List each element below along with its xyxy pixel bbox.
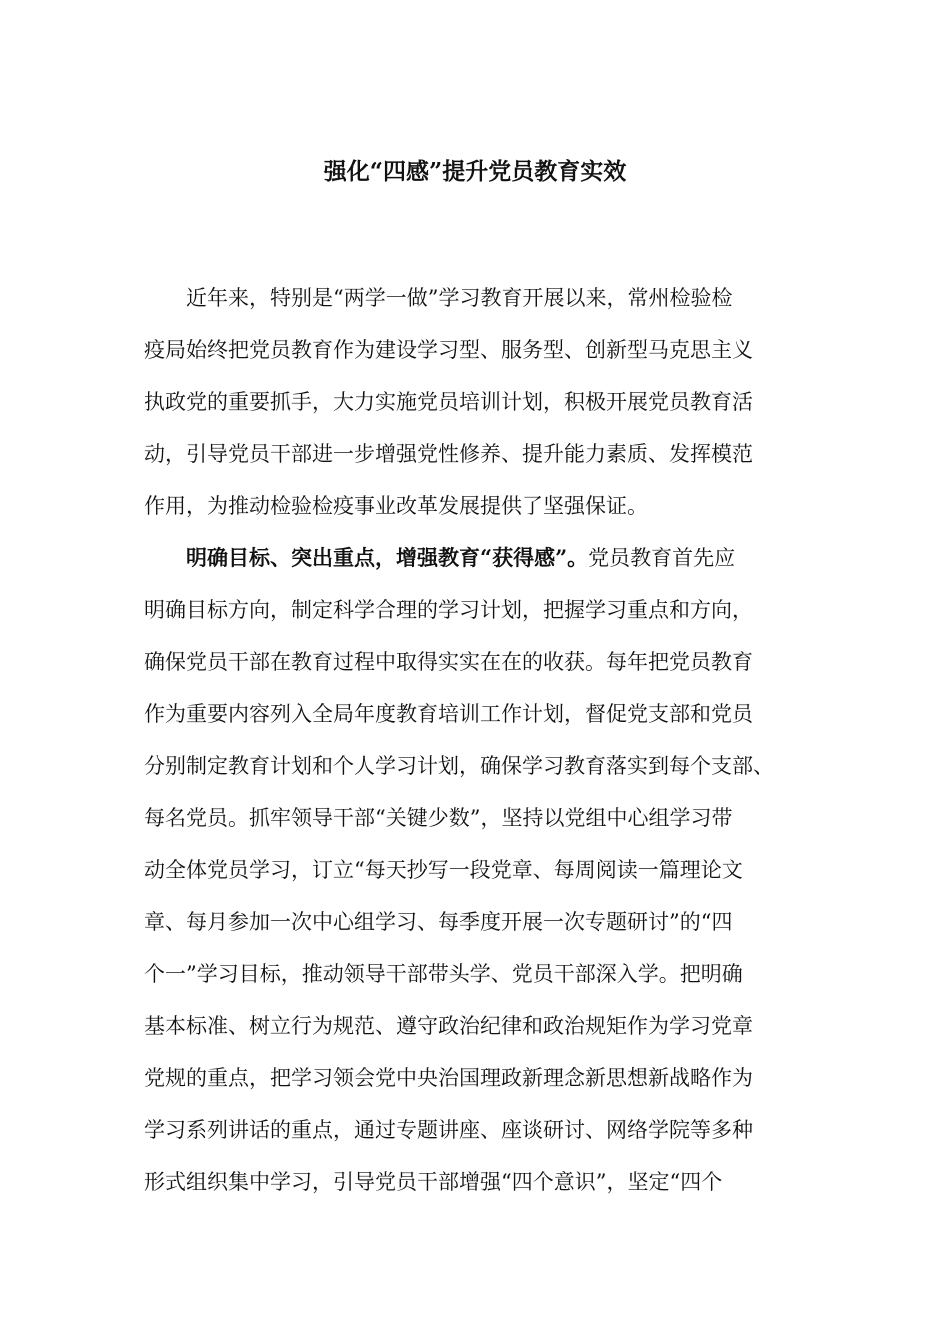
paragraph-line: 章、每月参加一次中心组学习、每季度开展一次专题研讨”的“四 bbox=[144, 910, 733, 934]
paragraph-line: 分别制定教育计划和个人学习计划，确保学习教育落实到每个支部、 bbox=[144, 754, 774, 778]
paragraph-line-rest: 党员教育首先应 bbox=[588, 546, 736, 570]
paragraph-line: 学习系列讲话的重点，通过专题讲座、座谈研讨、网络学院等多种 bbox=[144, 1118, 753, 1142]
section-heading-inline: 明确目标、突出重点，增强教育“获得感”。 bbox=[186, 545, 589, 570]
paragraph-line: 疫局始终把党员教育作为建设学习型、服务型、创新型马克思主义 bbox=[144, 338, 753, 362]
paragraph-line: 近年来，特别是“两学一做”学习教育开展以来，常州检验检 bbox=[186, 286, 733, 310]
paragraph-line: 作用，为推动检验检疫事业改革发展提供了坚强保证。 bbox=[144, 494, 648, 518]
paragraph-line: 确保党员干部在教育过程中取得实实在在的收获。每年把党员教育 bbox=[144, 650, 753, 674]
paragraph-line: 动，引导党员干部进一步增强党性修养、提升能力素质、发挥模范 bbox=[144, 442, 753, 466]
paragraph-first-line bbox=[144, 532, 804, 584]
paragraph-line: 执政党的重要抓手，大力实施党员培训计划，积极开展党员教育活 bbox=[144, 390, 753, 414]
paragraph-intro bbox=[144, 272, 804, 532]
paragraph-line: 每名党员。抓牢领导干部“关键少数”，坚持以党组中心组学习带 bbox=[144, 806, 733, 830]
paragraph-line: 作为重要内容列入全局年度教育培训工作计划，督促党支部和党员 bbox=[144, 702, 753, 726]
paragraph-line: 党规的重点，把学习领会党中央治国理政新理念新思想新战略作为 bbox=[144, 1066, 753, 1090]
paragraph-line: 动全体党员学习，订立“每天抄写一段党章、每周阅读一篇理论文 bbox=[144, 858, 743, 882]
document-title: 强化“四感”提升党员教育实效 bbox=[323, 158, 627, 185]
paragraph-line: 明确目标方向，制定科学合理的学习计划，把握学习重点和方向， bbox=[144, 598, 753, 622]
paragraph-line: 基本标准、树立行为规范、遵守政治纪律和政治规矩作为学习党章 bbox=[144, 1014, 753, 1038]
paragraph-section-1 bbox=[144, 532, 804, 1208]
paragraph-line: 形式组织集中学习，引导党员干部增强“四个意识”，坚定“四个 bbox=[144, 1170, 723, 1194]
paragraph-line: 个一”学习目标，推动领导干部带头学、党员干部深入学。把明确 bbox=[144, 962, 743, 986]
